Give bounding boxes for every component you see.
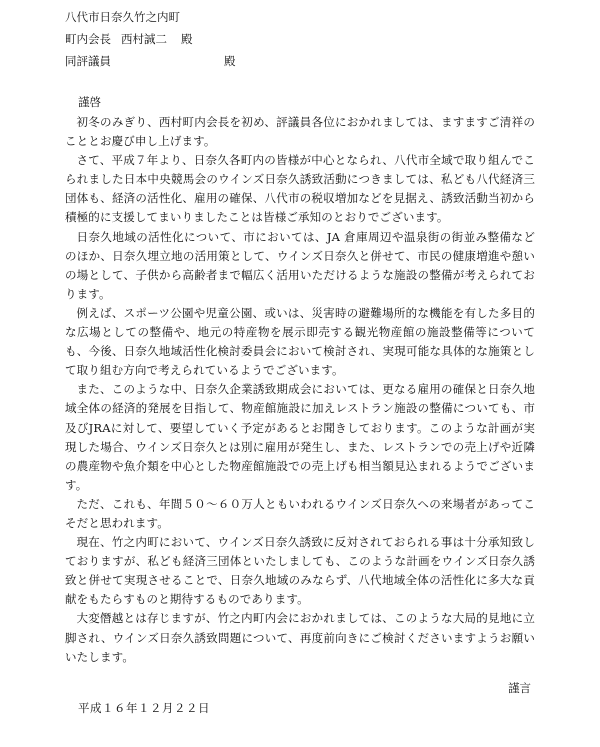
salutation: 謹啓 — [78, 95, 101, 109]
recipient-honorific: 殿 — [181, 32, 193, 46]
address-line — [65, 10, 180, 24]
recipient-honorific: 殿 — [224, 54, 236, 68]
paragraph: 例えば、スポーツ公園や児童公園、或いは、災害時の避難場所的な機能を有した多目的な広場としての整備や、地元の特産物を展示即売する観光物産館の施設整備等についても、今後、日奈久地域活性化検討委員会において検討され、実現可能な具体的な施策として取り組む方向で考えられているようでございます。 — [65, 305, 535, 378]
paragraph: 初冬のみぎり、西村町内会長を初め、評議員各位におかれましては、ますますご清祥のこととお慶び申し上げます。 — [65, 115, 535, 149]
paragraph: さて、平成７年より、日奈久各町内の皆様が中心となられ、八代市全域で取り組んでこられました日本中央競馬会のウインズ日奈久誘致活動につきましては、私ども八代経済三団体も、経済の活性化、雇用の確保、八代市の税収増加などを見据え、誘致活動当初から積極的に支援してまいりましたことは皆様ご承知のとおりでございます。 — [65, 153, 535, 225]
address-text: 八代市日奈久竹之内町 — [65, 10, 180, 24]
closing: 謹言 — [508, 681, 531, 695]
recipient-line-councilors — [65, 54, 236, 68]
recipient-line-chairman — [65, 32, 193, 46]
recipient-title: 同評議員 — [65, 54, 111, 68]
paragraph: 現在、竹之内町において、ウインズ日奈久誘致に反対されておられる事は十分承知致しておりますが、私ども経済三団体といたしましても、このような計画をウインズ日奈久誘致と併せて実現させることで、日奈久地域のみならず、八代地域全体の活性化に多大な貢献をもたらすものと期待するものであります。 — [65, 535, 535, 607]
paragraph: ただ、これも、年間５０～６０万人ともいわれるウインズ日奈久への来場者があってこそだと思われます。 — [65, 496, 535, 530]
paragraph: 日奈久地域の活性化について、市においては、JA 倉庫周辺や温泉街の街並み整備などのほか、日奈久埋立地の活用策として、ウインズ日奈久と併せて、市民の健康増進や憩いの場として、子供から高齢者まで幅広く活用いただけるような施設の整備が考えられております。 — [65, 229, 535, 301]
letter-date: 平成１６年１２月２２日 — [78, 701, 210, 715]
recipient-title: 町内会長 — [65, 32, 111, 46]
paragraph: また、このような中、日奈久企業誘致期成会においては、更なる雇用の確保と日奈久地域全体の経済的発展を目指して、物産館施設に加えレストラン施設の整備についても、市及びJRAに対して、要望していく予定があるとお聞きしております。このような計画が実現した場合、ウインズ日奈久とは別に雇用が発生し、また、レストランでの売上げや近隣の農産物や魚介類を中心とした物産館施設での売上げも相当額見込まれるようでございます。 — [65, 382, 535, 492]
recipient-name: 西村誠二 — [121, 32, 167, 46]
paragraph: 大変僭越とは存じますが、竹之内町内会におかれましては、このような大局的見地に立脚され、ウインズ日奈久誘致問題について、再度前向きにご検討くださいますようお願いいたします。 — [65, 611, 535, 664]
letter-body — [65, 113, 535, 667]
